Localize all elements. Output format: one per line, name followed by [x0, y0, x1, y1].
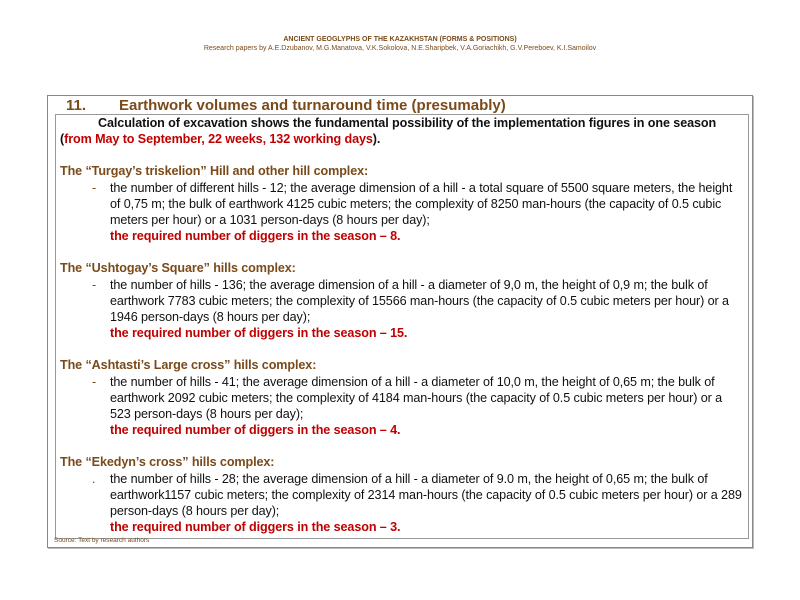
- hill-complex-section: [60, 454, 744, 535]
- required-diggers: the required number of diggers in the season – 15.: [110, 326, 408, 341]
- complex-heading: The “Turgay’s triskelion” Hill and other hill complex:: [60, 164, 369, 179]
- hill-complex-section: [60, 260, 744, 341]
- intro-text: Calculation of excavation shows the fundamental possibility of the implementation figures in one season (: [60, 116, 717, 147]
- hill-complex-section: [60, 357, 744, 438]
- intro-paragraph: [60, 115, 744, 147]
- bullet-dash: -: [92, 180, 97, 195]
- description-text: the number of hills - 41; the average dimension of a hill - a diameter of 10,0 m, the height of 0,65 m; the bulk of earthwork 2092 cubic meters; the complexity of 4184 man-hours (the capacity of 0.5 cubic meters per hour) or a 523 person-days (8 hours per day);: [110, 374, 722, 422]
- required-diggers: the required number of diggers in the season – 3.: [110, 520, 401, 535]
- hill-complex-section: [60, 163, 744, 244]
- section-title: [66, 97, 506, 114]
- bullet-dash: -: [92, 374, 97, 389]
- document-title: ANCIENT GEOGLYPHS OF THE KAZAKHSTAN (FORMS & POSITIONS): [283, 36, 517, 43]
- description-text: the number of hills - 136; the average dimension of a hill - a diameter of 9,0 m, the height of 0,9 m; the bulk of earthwork 7783 cubic meters; the complexity of 15566 man-hours (the capacity of 0.5 cubic meters per hour) or a 1946 person-days (8 hours per day);: [110, 277, 729, 325]
- section-frame: [47, 95, 753, 548]
- section-title-text: Earthwork volumes and turnaround time (presumably): [119, 97, 506, 114]
- section-number: 11.: [66, 97, 87, 114]
- intro-end: ).: [372, 132, 381, 147]
- complex-description: [60, 374, 744, 423]
- description-text: the number of different hills - 12; the average dimension of a hill - a total square of 5500 square meters, the height of 0,75 m; the bulk of earthwork 4125 cubic meters; the complexity of 8250 man-hours (the capacity of 0.5 cubic meters per hour) or a 1031 person-days (8 hours per day);: [110, 180, 733, 228]
- complex-description: [60, 277, 744, 326]
- required-diggers: the required number of diggers in the season – 4.: [110, 423, 401, 438]
- complex-heading: The “Ekedyn’s cross” hills complex:: [60, 455, 275, 470]
- description-text: the number of hills - 28; the average dimension of a hill - a diameter of 9.0 m, the height of 0,65 m; the bulk of earthwork1157 cubic meters; the complexity of 2314 man-hours (the capacity of 0.5 cubic meters per hour) or a 289 person-days (8 hours per day);: [110, 471, 742, 519]
- complex-heading: The “Ashtasti’s Large cross” hills complex:: [60, 358, 317, 373]
- complex-description: [60, 471, 744, 520]
- bullet-dash: .: [92, 471, 96, 486]
- bullet-dash: -: [92, 277, 97, 292]
- required-diggers: the required number of diggers in the season – 8.: [110, 229, 401, 244]
- content-box: [55, 114, 749, 539]
- intro-highlight: from May to September, 22 weeks, 132 working days: [64, 132, 373, 147]
- complex-description: [60, 180, 744, 229]
- complex-heading: The “Ushtogay’s Square” hills complex:: [60, 261, 296, 276]
- source-note: Source: Text by research authors: [54, 537, 150, 544]
- authors-line: Research papers by A.E.Dzubanov, M.G.Manatova, V.K.Sokolova, N.E.Sharipbek, V.A.Goriachikh, G.V.Pereboev, K.I.Samoilov: [203, 45, 597, 52]
